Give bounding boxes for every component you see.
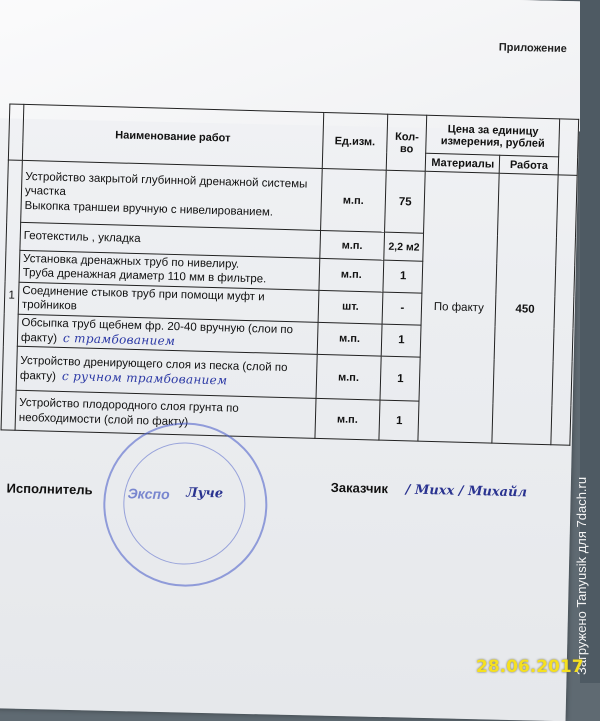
work-unit: м.п.	[315, 399, 381, 441]
customer-signature: / Михх / Михайл	[405, 482, 528, 501]
col-materials-header: Материалы	[426, 153, 500, 173]
executor-signature: Луче	[186, 485, 224, 502]
work-qty: 1	[383, 260, 423, 293]
work-unit: м.п.	[320, 168, 386, 232]
col-price-header: Цена за единицу измерения, рублей	[426, 115, 559, 157]
work-qty: 75	[385, 170, 426, 233]
col-extra-header	[558, 119, 579, 175]
col-name-header: Наименование работ	[22, 104, 323, 168]
work-unit: шт.	[318, 290, 383, 323]
work-name: Устройство закрытой глубинной дренажной системы участка Выкопка траншеи вручную с нивелированием.	[21, 160, 322, 230]
work-qty: 1	[379, 400, 419, 441]
stamp-text: Экспо	[127, 485, 170, 503]
work-unit: м.п.	[316, 355, 382, 401]
work-name: Обсыпка труб щебнем фр. 20-40 вручную (слои по факту)	[20, 316, 294, 345]
company-stamp	[101, 421, 269, 589]
work-price-value: 450	[492, 173, 558, 445]
work-name: Геотекстиль , укладка	[20, 222, 320, 258]
works-table	[1, 103, 580, 446]
work-unit: м.п.	[317, 322, 382, 356]
customer-label: Заказчик	[330, 479, 389, 497]
handwritten-note: с ручном трамбованием	[61, 369, 228, 388]
appendix-title: Приложение	[498, 41, 568, 56]
work-qty: -	[382, 292, 422, 325]
col-work-header: Работа	[499, 155, 558, 175]
work-name: Установка дренажных труб по нивелиру. Труба дренажная диаметр 110 мм в фильтре.	[19, 250, 319, 290]
executor-label: Исполнитель	[6, 480, 93, 498]
stamp-inner-ring	[122, 441, 247, 566]
materials-value: По факту	[418, 171, 499, 443]
work-name: Устройство плодородного слоя грунта по необходимости (слой по факту)	[15, 391, 316, 439]
row-number: 1	[1, 160, 22, 431]
work-name: Устройство дренирующего слоя из песка (слой по факту)	[19, 354, 288, 384]
work-qty: 1	[381, 324, 421, 358]
work-qty: 2,2 м2	[384, 232, 424, 261]
work-name: Соединение стыков труб при помощи муфт и тройников	[18, 282, 318, 322]
col-unit-header: Ед.изм.	[322, 112, 388, 170]
photo-date-stamp: 28.06.2017	[476, 657, 584, 677]
work-unit: м.п.	[319, 258, 384, 291]
customer-signature-line	[331, 480, 528, 500]
col-number-header	[8, 104, 23, 160]
upload-watermark: Загружено Tanyusik для 7dach.ru	[574, 476, 589, 675]
col-qty-header: Кол-во	[386, 114, 427, 171]
handwritten-note: с трамбованием	[62, 330, 176, 348]
work-unit: м.п.	[319, 230, 384, 260]
work-qty: 1	[380, 356, 420, 401]
